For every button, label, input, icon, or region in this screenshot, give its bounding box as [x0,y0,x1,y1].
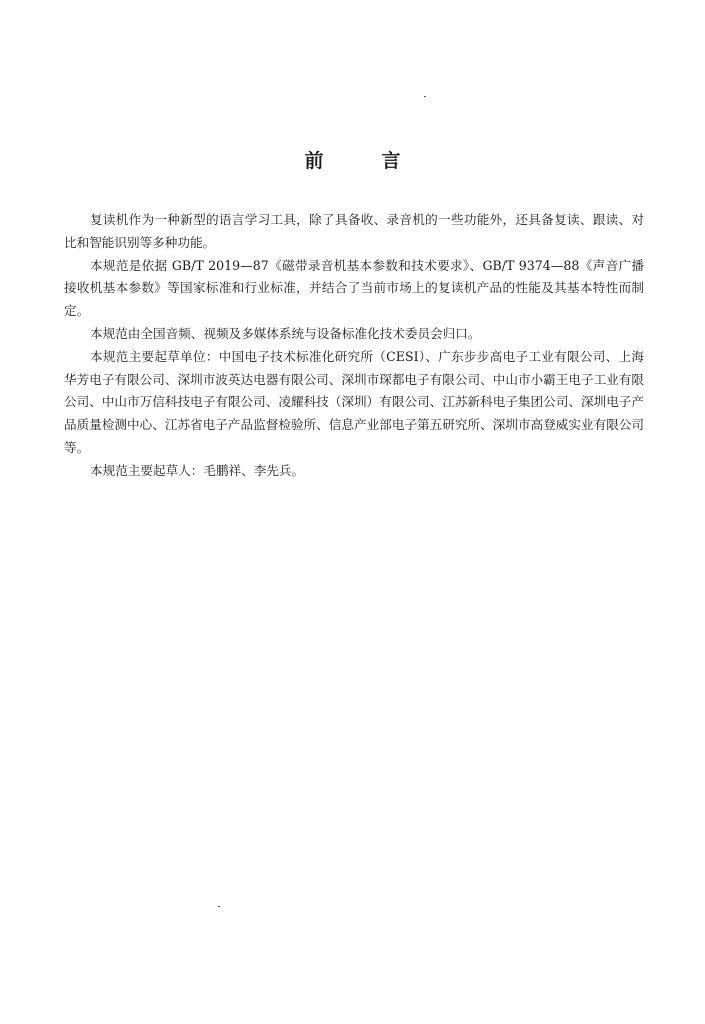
paragraph-committee: 本规范由全国音频、视频及多媒体系统与设备标准化技术委员会归口。 [90,325,481,341]
paragraph-basis: 本规范是依据 GB/T 2019—87《磁带录音机基本参数和技术要求》、GB/T 9374—88《声音广播接收机基本参数》等国家标准和行业标准，并结合了当前市场上的复读机产品的性能及其基本特性而制定。 [64,257,644,319]
preface-body [64,209,644,483]
paragraph-intro: 复读机作为一种新型的语言学习工具，除了具备收、录音机的一些功能外，还具备复读、跟读、对比和智能识别等多种功能。 [64,212,644,250]
page-title [0,146,705,173]
scan-speck [218,906,220,907]
paragraph-drafters: 本规范主要起草人：毛鹏祥、李先兵。 [90,462,305,478]
title-char-2: 言 [381,150,401,172]
title-char-1: 前 [304,150,324,172]
paragraph-drafting-units: 本规范主要起草单位：中国电子技术标准化研究所（CESI）、广东步步高电子工业有限公司、上海华芳电子有限公司、深圳市波英达电器有限公司、深圳市琛都电子有限公司、中山市小霸王电子工业有限公司、中山市万信科技电子有限公司、凌耀科技（深圳）有限公司、江苏新科电子集团公司、深圳电子产品质量检测中心、江苏省电子产品监督检验所、信息产业部电子第五研究所、深圳市高登威实业有限公司等。 [64,348,644,455]
scan-speck [424,96,426,97]
